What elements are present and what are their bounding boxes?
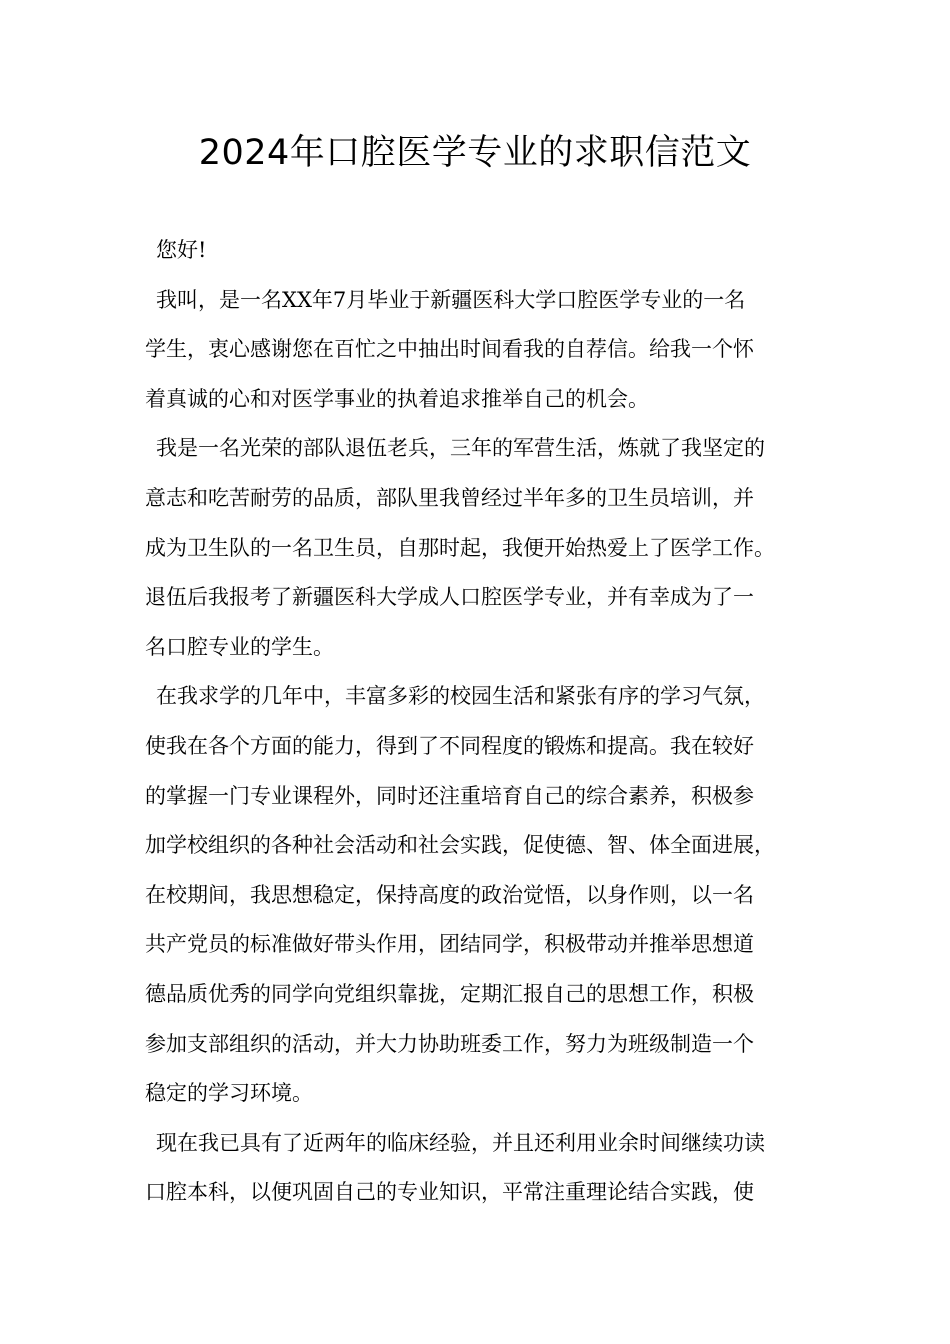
paragraph-line: 名口腔专业的学生。	[145, 634, 334, 659]
paragraph-line: 成为卫生队的一名卫生员，自那时起，我便开始热爱上了医学工作。	[145, 535, 775, 560]
paragraph-line: 参加支部组织的活动，并大力协助班委工作，努力为班级制造一个	[145, 1031, 754, 1056]
paragraph-line: 稳定的学习环境。	[145, 1081, 313, 1106]
document-title: 2024年口腔医学专业的求职信范文	[198, 133, 752, 173]
paragraph-line: 德品质优秀的同学向党组织靠拢，定期汇报自己的思想工作，积极	[145, 981, 754, 1006]
paragraph-line: 意志和吃苦耐劳的品质，部队里我曾经过半年多的卫生员培训，并	[145, 485, 754, 510]
letter-body	[145, 226, 845, 1218]
paragraph-line: 我是一名光荣的部队退伍老兵，三年的军营生活，炼就了我坚定的	[156, 436, 765, 461]
paragraph-line: 着真诚的心和对医学事业的执着追求推举自己的机会。	[145, 386, 649, 411]
paragraph-line: 的掌握一门专业课程外，同时还注重培育自己的综合素养，积极参	[145, 783, 754, 808]
paragraph-line: 现在我已具有了近两年的临床经验，并且还利用业余时间继续功读	[156, 1130, 765, 1155]
paragraph-line: 学生，衷心感谢您在百忙之中抽出时间看我的自荐信。给我一个怀	[145, 337, 754, 362]
greeting-line: 您好!	[156, 238, 207, 262]
paragraph-line: 我叫，是一名XX年7月毕业于新疆医科大学口腔医学专业的一名	[156, 287, 746, 312]
paragraph-line: 共产党员的标准做好带头作用，团结同学，积极带动并推举思想道	[145, 932, 754, 957]
paragraph-line: 退伍后我报考了新疆医科大学成人口腔医学专业，并有幸成为了一	[145, 585, 754, 610]
paragraph-line: 口腔本科，以便巩固自己的专业知识，平常注重理论结合实践，使	[145, 1180, 754, 1205]
paragraph-line: 在校期间，我思想稳定，保持高度的政治觉悟，以身作则，以一名	[145, 882, 754, 907]
paragraph-line: 使我在各个方面的能力，得到了不同程度的锻炼和提高。我在较好	[145, 733, 754, 758]
paragraph-line: 在我求学的几年中，丰富多彩的校园生活和紧张有序的学习气氛，	[156, 684, 765, 709]
paragraph-line: 加学校组织的各种社会活动和社会实践，促使德、智、体全面进展，	[145, 833, 775, 858]
